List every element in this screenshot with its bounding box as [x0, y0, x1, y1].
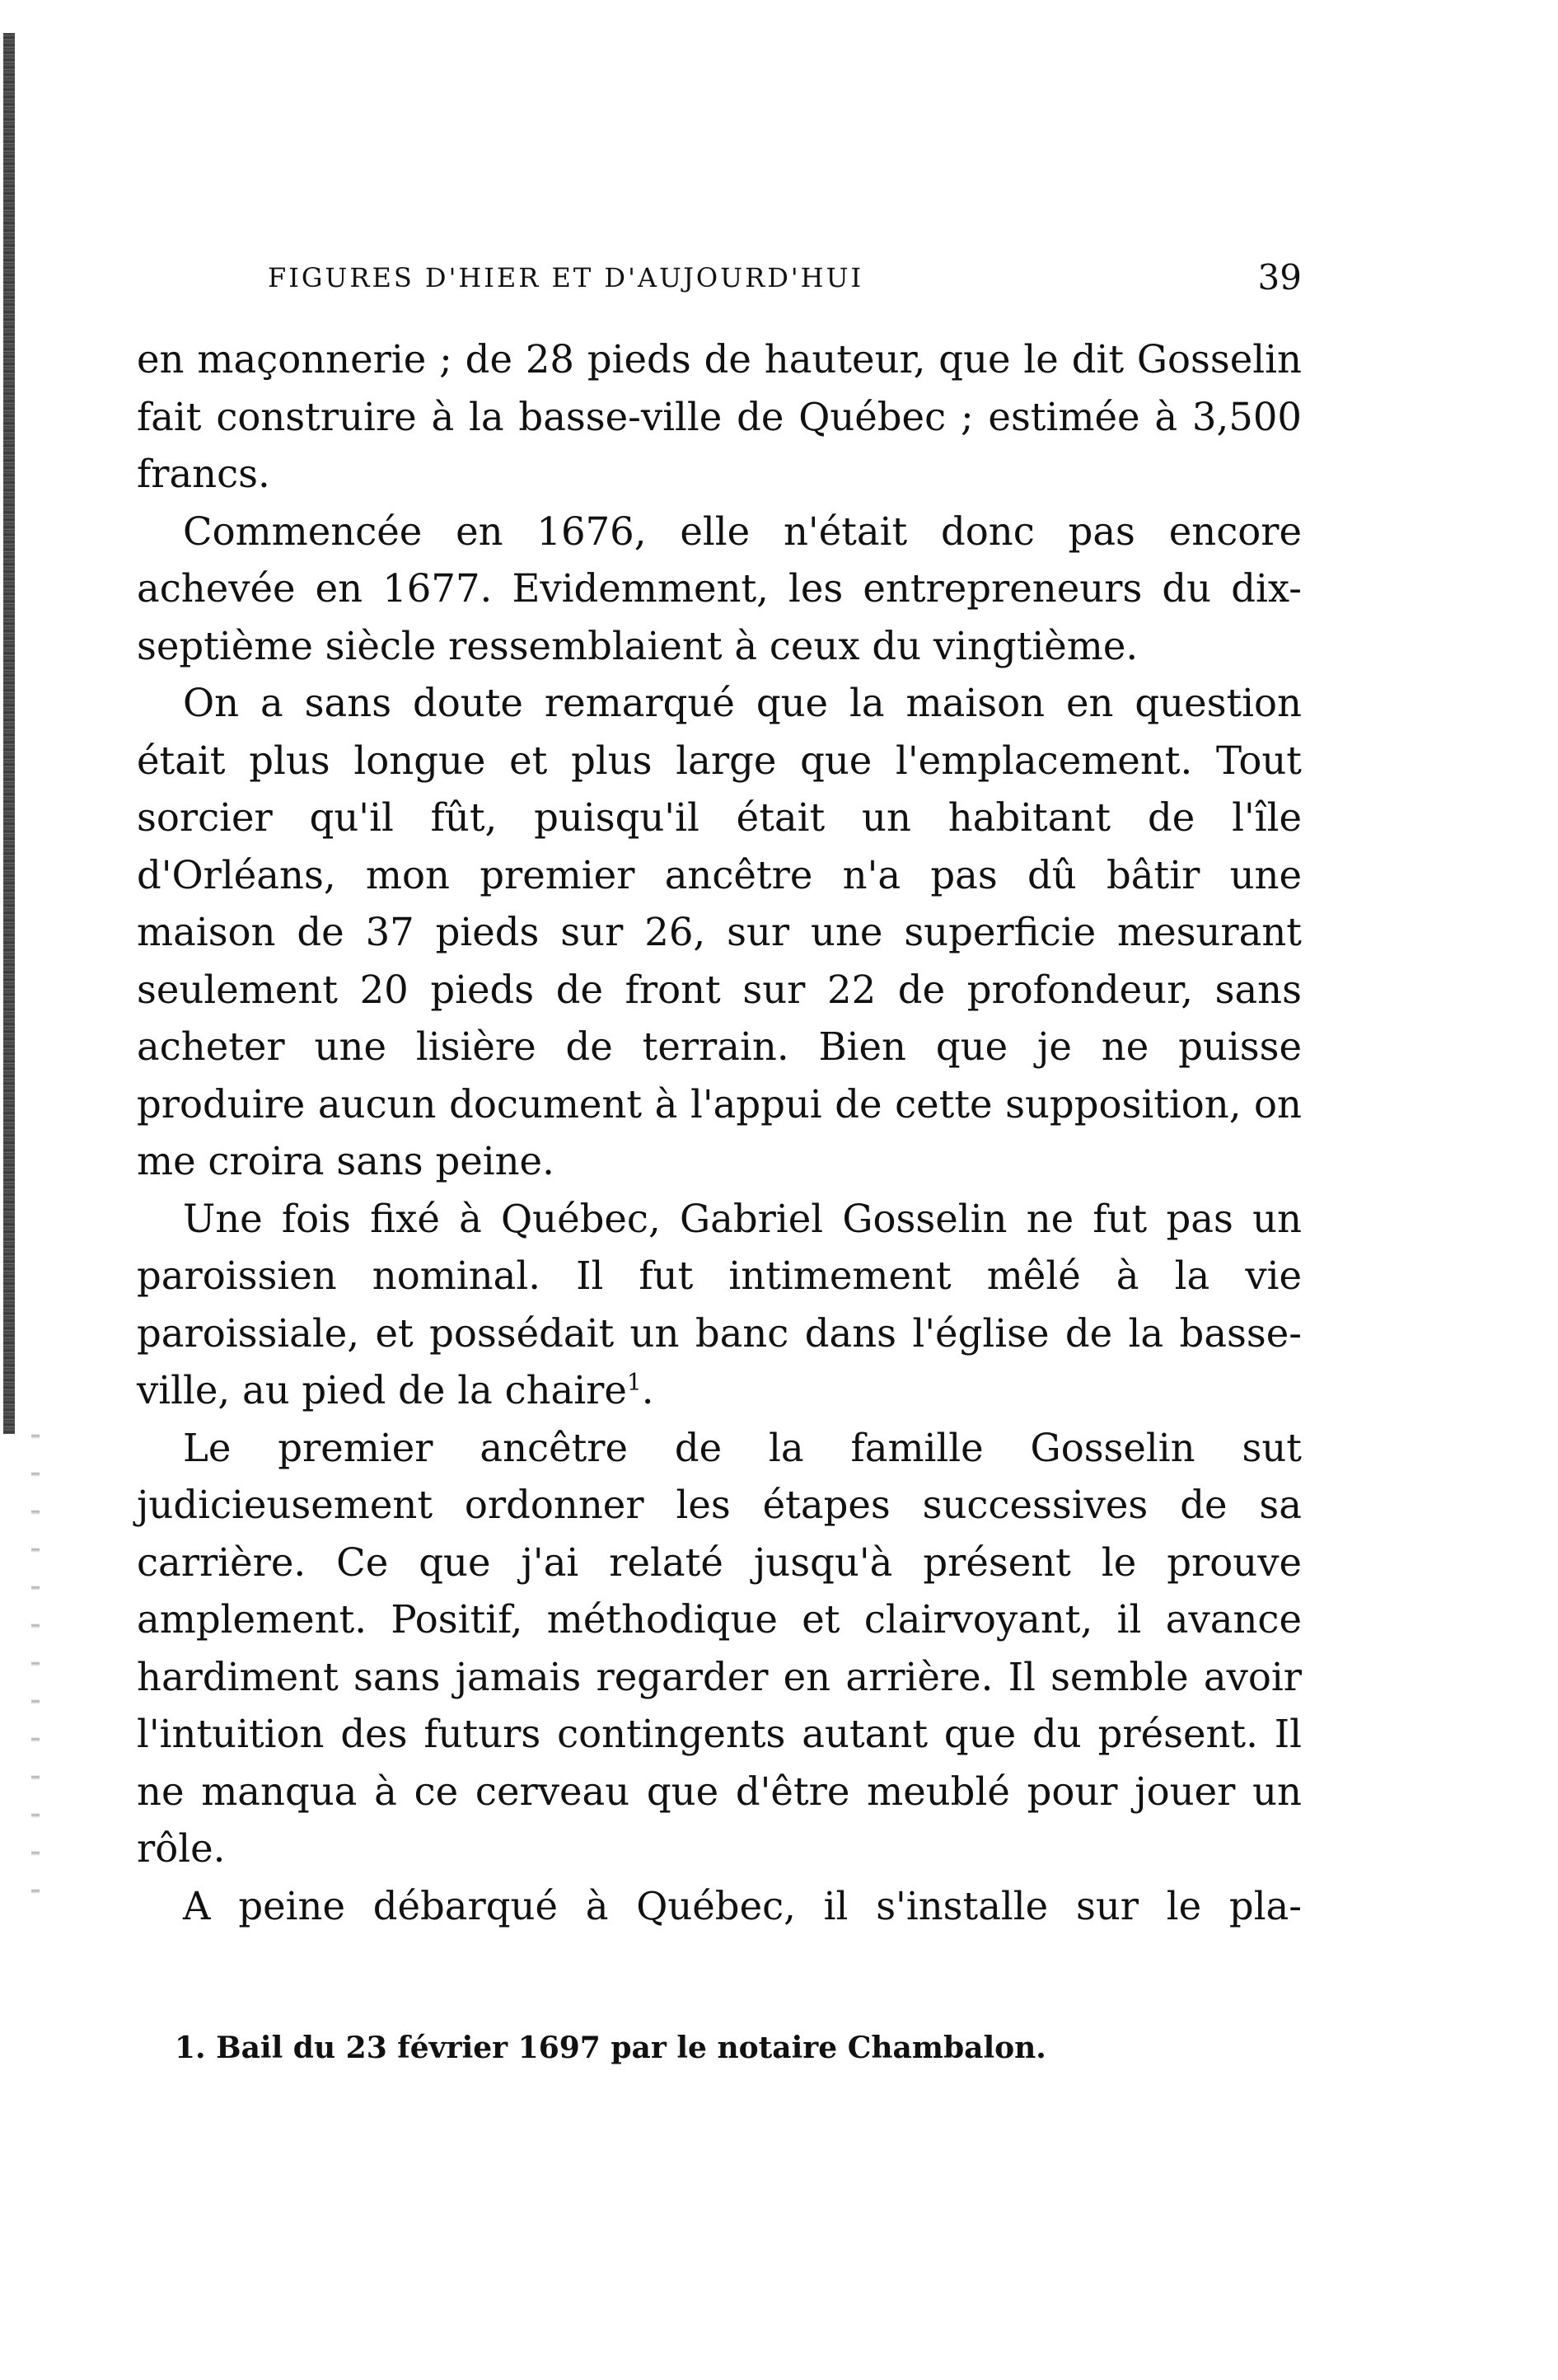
paragraph-2: Commencée en 1676, elle n'était donc pas encore achevée en 1677. Evidemment, les entrepreneurs du dix-septième siècle ressemblaient à ceux du vingtième. [137, 508, 1302, 668]
footnote-number: 1. [175, 2031, 206, 2065]
page-number: 39 [1257, 257, 1302, 298]
scan-binding-edge [3, 33, 15, 1434]
scan-margin-specks [31, 1401, 40, 1912]
paragraph-4-text: Une fois fixé à Québec, Gabriel Gosselin ne fut pas un paroissien nominal. Il fut intimement mêlé à la vie paroissiale, et possédait un banc dans l'église de la basse-ville, au pied de la chaire [137, 1196, 1302, 1413]
body-text [137, 331, 1302, 1935]
paragraph-3: On a sans doute remarqué que la maison en question était plus longue et plus large que l'emplacement. Tout sorcier qu'il fût, puisqu'il était un habitant de l'île d'Orléans, mon premier ancêtre n'a pas dû bâtir une maison de 37 pieds sur 26, sur une superficie mesurant seulement 20 pieds de front sur 22 de profondeur, sans acheter une lisière de terrain. Bien que je ne puisse produire aucun document à l'appui de cette supposition, on me croira sans peine. [137, 681, 1302, 1183]
footnote [175, 2027, 1295, 2068]
footnote-text: Bail du 23 février 1697 par le notaire Chambalon. [216, 2031, 1046, 2065]
paragraph-6: A peine débarqué à Québec, il s'installe sur le pla- [183, 1883, 1302, 1928]
footnote-reference: 1 [626, 1368, 642, 1396]
paragraph-1: en maçonnerie ; de 28 pieds de hauteur, que le dit Gosselin fait construire à la basse-ville de Québec ; estimée à 3,500 francs. [137, 337, 1302, 496]
running-head [268, 257, 1302, 303]
running-head-title: FIGURES D'HIER ET D'AUJOURD'HUI [268, 262, 864, 293]
paragraph-5: Le premier ancêtre de la famille Gosselin sut judicieusement ordonner les étapes successives de sa carrière. Ce que j'ai relaté jusqu'à présent le prouve amplement. Positif, méthodique et clairvoyant, il avance hardiment sans jamais regarder en arrière. Il semble avoir l'intuition des futurs contingents autant que du présent. Il ne manqua à ce cerveau que d'être meublé pour jouer un rôle. [137, 1425, 1302, 1871]
paragraph-4-period: . [641, 1368, 654, 1413]
paragraph-4 [137, 1191, 1302, 1420]
